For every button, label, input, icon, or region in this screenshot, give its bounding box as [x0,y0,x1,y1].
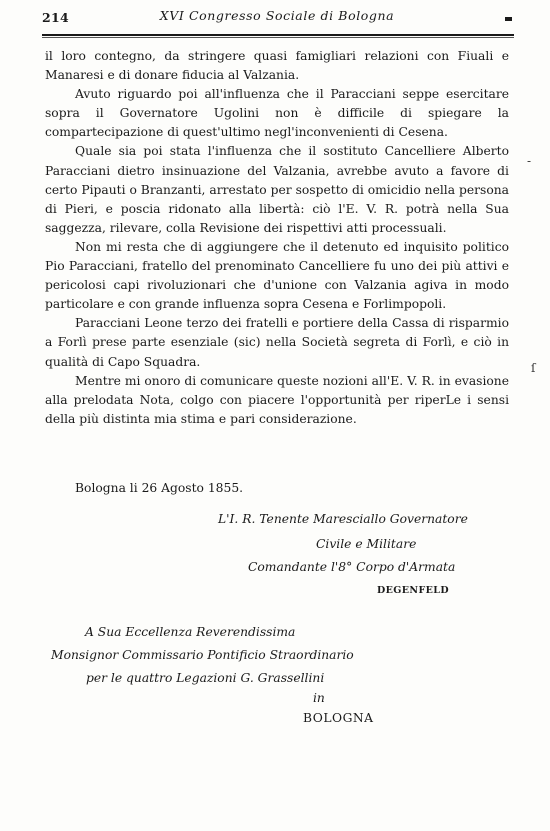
header-ornament [505,17,512,21]
address-city: BOLOGNA [303,711,374,725]
paragraph-1: il loro contegno, da stringere quasi famigliari relazioni con Fiuali e Manaresi e di donare fiducia al Valzania. [45,49,509,83]
header-rule-thin [42,37,514,38]
running-title: XVI Congresso Sociale di Bologna [159,8,395,23]
signature-command: Comandante l'8° Corpo d'Armata [248,560,456,574]
signature-name: DEGENFELD [377,585,450,596]
address-line-2: Monsignor Commissario Pontificio Straordinario [51,648,354,662]
date-line: Bologna li 26 Agosto 1855. [75,481,244,495]
signature-role: Civile e Militare [316,537,417,551]
page-header [42,6,512,28]
header-rule [42,34,514,36]
letter-body [45,47,509,429]
paragraph-6: Mentre mi onoro di comunicare queste nozioni all'E. V. R. in evasione alla prelodata Nota, colgo con piacere l'opportunità per riperLe i sensi della più distinta mia stima e pari considerazione. [45,373,509,426]
paragraph-5: Paracciani Leone terzo dei fratelli e portiere della Cassa di risparmio a Forlì prese parte esenziale (sic) nella Società segreta di Forlì, e ciò in qualità di Capo Squadra. [45,316,509,369]
address-line-1: A Sua Eccellenza Reverendissima [85,625,296,639]
paragraph-2: Avuto riguardo poi all'influenza che il Paracciani seppe esercitare sopra il Governatore Ugolini non è difficile di spiegare la compartecipazione di quest'ultimo negl'inconvenienti di Cesena. [45,87,509,140]
margin-mark: - [527,154,532,168]
address-line-4: in [313,691,325,705]
margin-mark: ſ [531,361,536,375]
paragraph-3: Quale sia poi stata l'influenza che il sostituto Cancelliere Alberto Paracciani dietro insinuazione del Valzania, avrebbe avuto a favore di certo Pipauti o Branzanti, arrestato per sospetto di omicidio nella persona di Pieri, e poscia ridonato alla libertà: ciò l'E. V. R. potrà nella Sua saggezza, rilevare, colla Revisione dei rispettivi atti processuali. [45,144,509,235]
signature-title: L'I. R. Tenente Maresciallo Governatore [218,512,468,526]
paragraph-4: Non mi resta che di aggiungere che il detenuto ed inquisito politico Pio Paracciani, fratello del prenominato Cancelliere fu uno dei più attivi e pericolosi capi rivoluzionari che d'unione con Valzania agiva in modo particolare e con grande influenza sopra Cesena e Forlimpopoli. [45,239,509,312]
page-number: 214 [42,10,69,25]
address-line-3: per le quattro Legazioni G. Grassellini [86,671,325,685]
